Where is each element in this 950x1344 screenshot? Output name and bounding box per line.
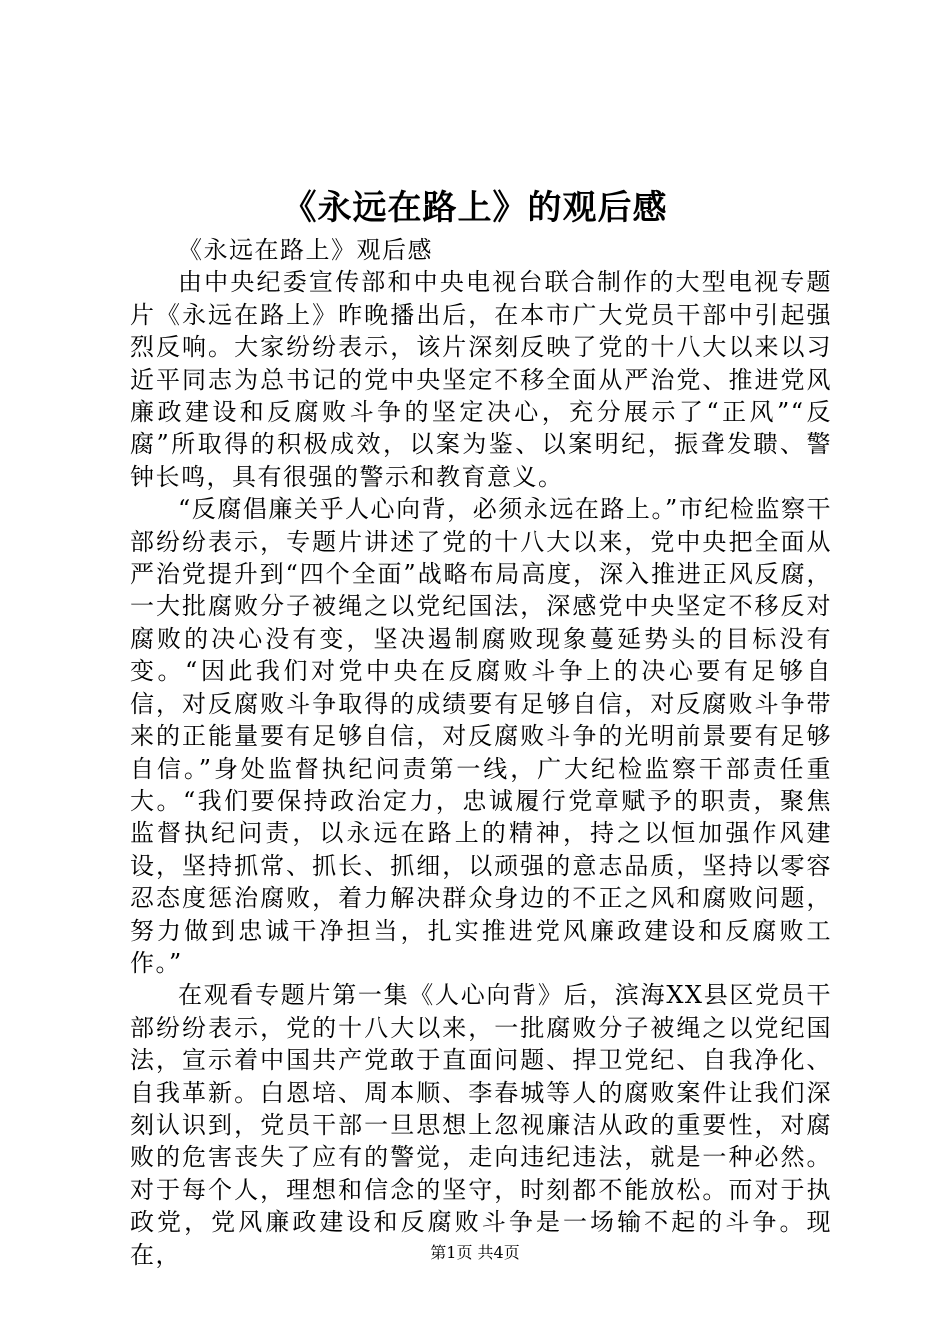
document-body — [130, 234, 832, 1271]
paragraph-subtitle: 《永远在路上》观后感 — [178, 236, 433, 264]
paragraph: “反腐倡廉关乎人心向背，必须永远在路上。”市纪检监察干部纷纷表示，专题片讲述了党的十八大以来，党中央把全面从严治党提升到“四个全面”战略布局高度，深入推进正风反腐，一大批腐败分子被绳之以党纪国法，深感党中央坚定不移反对腐败的决心没有变，坚决遏制腐败现象蔓延势头的目标没有变。“因此我们对党中央在反腐败斗争上的决心要有足够自信，对反腐败斗争取得的成绩要有足够自信，对反腐败斗争带来的正能量要有足够自信，对反腐败斗争的光明前景要有足够自信。”身处监督执纪问责第一线，广大纪检监察干部责任重大。“我们要保持政治定力，忠诚履行党章赋予的职责，聚焦监督执纪问责，以永远在路上的精神，持之以恒加强作风建设，坚持抓常、抓长、抓细，以顽强的意志品质，坚持以零容忍态度惩治腐败，着力解决群众身边的不正之风和腐败问题，努力做到忠诚干净担当，扎实推进党风廉政建设和反腐败工作。” — [130, 495, 832, 977]
paragraph: 在观看专题片第一集《人心向背》后，滨海XX县区党员干部纷纷表示，党的十八大以来，一批腐败分子被绳之以党纪国法，宣示着中国共产党敢于直面问题、捍卫党纪、自我净化、自我革新。白恩培、周本顺、李春城等人的腐败案件让我们深刻认识到，党员干部一旦思想上忽视廉洁从政的重要性，对腐败的危害丧失了应有的警觉，走向违纪违法，就是一种必然。对于每个人，理想和信念的坚守，时刻都不能放松。而对于执政党，党风廉政建设和反腐败斗争是一场输不起的斗争。现在， — [130, 981, 832, 1269]
page-number-footer: 第1页 共4页 — [430, 1243, 520, 1262]
document-title: 《永远在路上》的观后感 — [282, 188, 668, 228]
paragraph: 由中央纪委宣传部和中央电视台联合制作的大型电视专题片《永远在路上》昨晚播出后，在本市广大党员干部中引起强烈反响。大家纷纷表示，该片深刻反映了党的十八大以来以习近平同志为总书记的党中央坚定不移全面从严治党、推进党风廉政建设和反腐败斗争的坚定决心，充分展示了“正风”“反腐”所取得的积极成效，以案为鉴、以案明纪，振聋发聩、警钟长鸣，具有很强的警示和教育意义。 — [130, 268, 832, 491]
